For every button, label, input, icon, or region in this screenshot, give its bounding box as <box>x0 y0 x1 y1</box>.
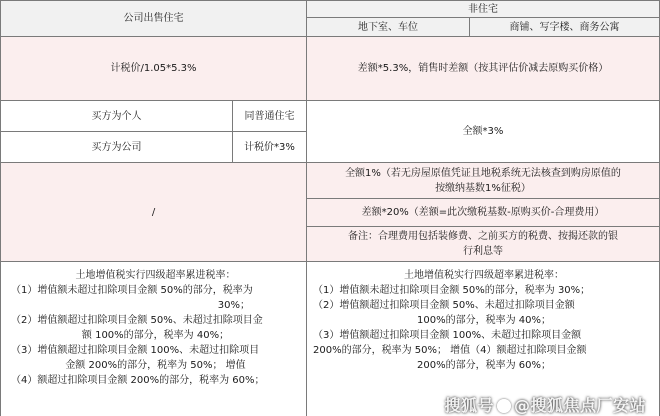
lat-right-cell <box>307 262 660 416</box>
header-company-sale-housing <box>0 0 307 37</box>
vat-non-residential-text: 差额*5.3%，销售时差额（按其评估价减去原购买价格） <box>357 63 609 74</box>
vat-company-cell <box>0 37 307 101</box>
lat-left-title: 土地增值税实行四级超率累进税率： <box>75 270 236 281</box>
lat-right-line-6: 200%的部分，税率为 60%； <box>417 360 551 371</box>
note-line-2: 行利息等 <box>463 246 503 257</box>
header-company-sale-housing-label: 公司出售住宅 <box>123 13 184 24</box>
lat-right-line-1: （1）增值额未超过扣除项目金额 50%的部分，税率为 30%； <box>313 285 591 296</box>
tax-price-3-cell <box>233 132 307 163</box>
header-non-residential-label: 非住宅 <box>468 3 498 15</box>
lat-left-line-7: （4）额超过扣除项目金额 200%的部分，税率为 60%； <box>11 375 265 386</box>
lat-right-line-3: 100%的部分，税率为 40%； <box>417 315 551 326</box>
diff-20-cell <box>307 199 660 227</box>
header-non-residential <box>307 0 660 18</box>
lat-right-line-2: （2）增值额超过扣除项目金额 50%、未超过扣除项目金额 <box>313 300 575 311</box>
lat-left-line-3: （2）增值额超过扣除项目金额 50%、未超过扣除项目金 <box>11 315 263 326</box>
note-line-1: 备注：合理费用包括装修费、之前买方的税费、按揭还款的银 <box>348 231 618 242</box>
lat-right-title: 土地增值税实行四级超率累进税率： <box>404 270 564 281</box>
header-shops-offices-label: 商铺、写字楼、商务公寓 <box>509 21 620 33</box>
watermark-text-a: 搜狐号 <box>444 396 494 415</box>
same-as-regular-text: 同普通住宅 <box>244 110 295 122</box>
header-shops-offices <box>470 18 660 37</box>
sohu-logo-icon <box>497 399 511 413</box>
lat-left-line-4: 额 100%的部分，税率为 40%； <box>81 330 230 341</box>
diff-20-text: 差额*20%（差额=此次缴税基数-原购买价-合理费用） <box>361 207 605 218</box>
same-as-regular-cell <box>233 101 307 132</box>
lat-left-line-2: 30%； <box>217 300 250 311</box>
full-1-line-1: 全额1%（若无房屋原值凭证且地税系统无法核查到购房原值的 <box>345 167 621 179</box>
note-cell <box>307 227 660 262</box>
vat-non-residential-cell <box>307 37 660 101</box>
vat-company-text: 计税价/1.05*5.3% <box>110 63 197 74</box>
full-1-line-2: 按缴纳基数1%征税） <box>435 182 531 194</box>
lat-left-cell <box>0 262 307 416</box>
lat-right-line-5: 200%的部分，税率为 50%； 增值（4）额超过扣除项目金额 <box>313 345 587 356</box>
slash-cell <box>0 163 307 262</box>
watermark-text-b: @搜狐焦点厂安站 <box>513 396 646 415</box>
lat-left-line-1: （1）增值额未超过扣除项目金额 50%的部分，税率为 <box>11 285 253 296</box>
header-basement-parking <box>307 18 470 37</box>
lat-right-line-4: （3）增值额超过扣除项目金额 100%、未超过扣除项目金额 <box>313 330 582 341</box>
slash-text: / <box>151 206 156 218</box>
buyer-company-cell <box>0 132 233 163</box>
sohu-watermark <box>444 396 646 416</box>
full-3-text: 全额*3% <box>462 126 504 137</box>
full-1-cell <box>307 163 660 199</box>
full-3-cell <box>307 101 660 163</box>
lat-left-line-6: 金额 200%的部分，税率为 50%； 增值 <box>65 360 246 371</box>
buyer-individual-label: 买方为个人 <box>91 110 142 122</box>
buyer-company-label: 买方为公司 <box>91 141 142 153</box>
header-basement-parking-label: 地下室、车位 <box>358 21 418 33</box>
buyer-individual-cell <box>0 101 233 132</box>
tax-price-3-text: 计税价*3% <box>244 141 295 153</box>
lat-left-line-5: （3）增值额超过扣除项目金额 100%、未超过扣除项目 <box>11 345 260 356</box>
